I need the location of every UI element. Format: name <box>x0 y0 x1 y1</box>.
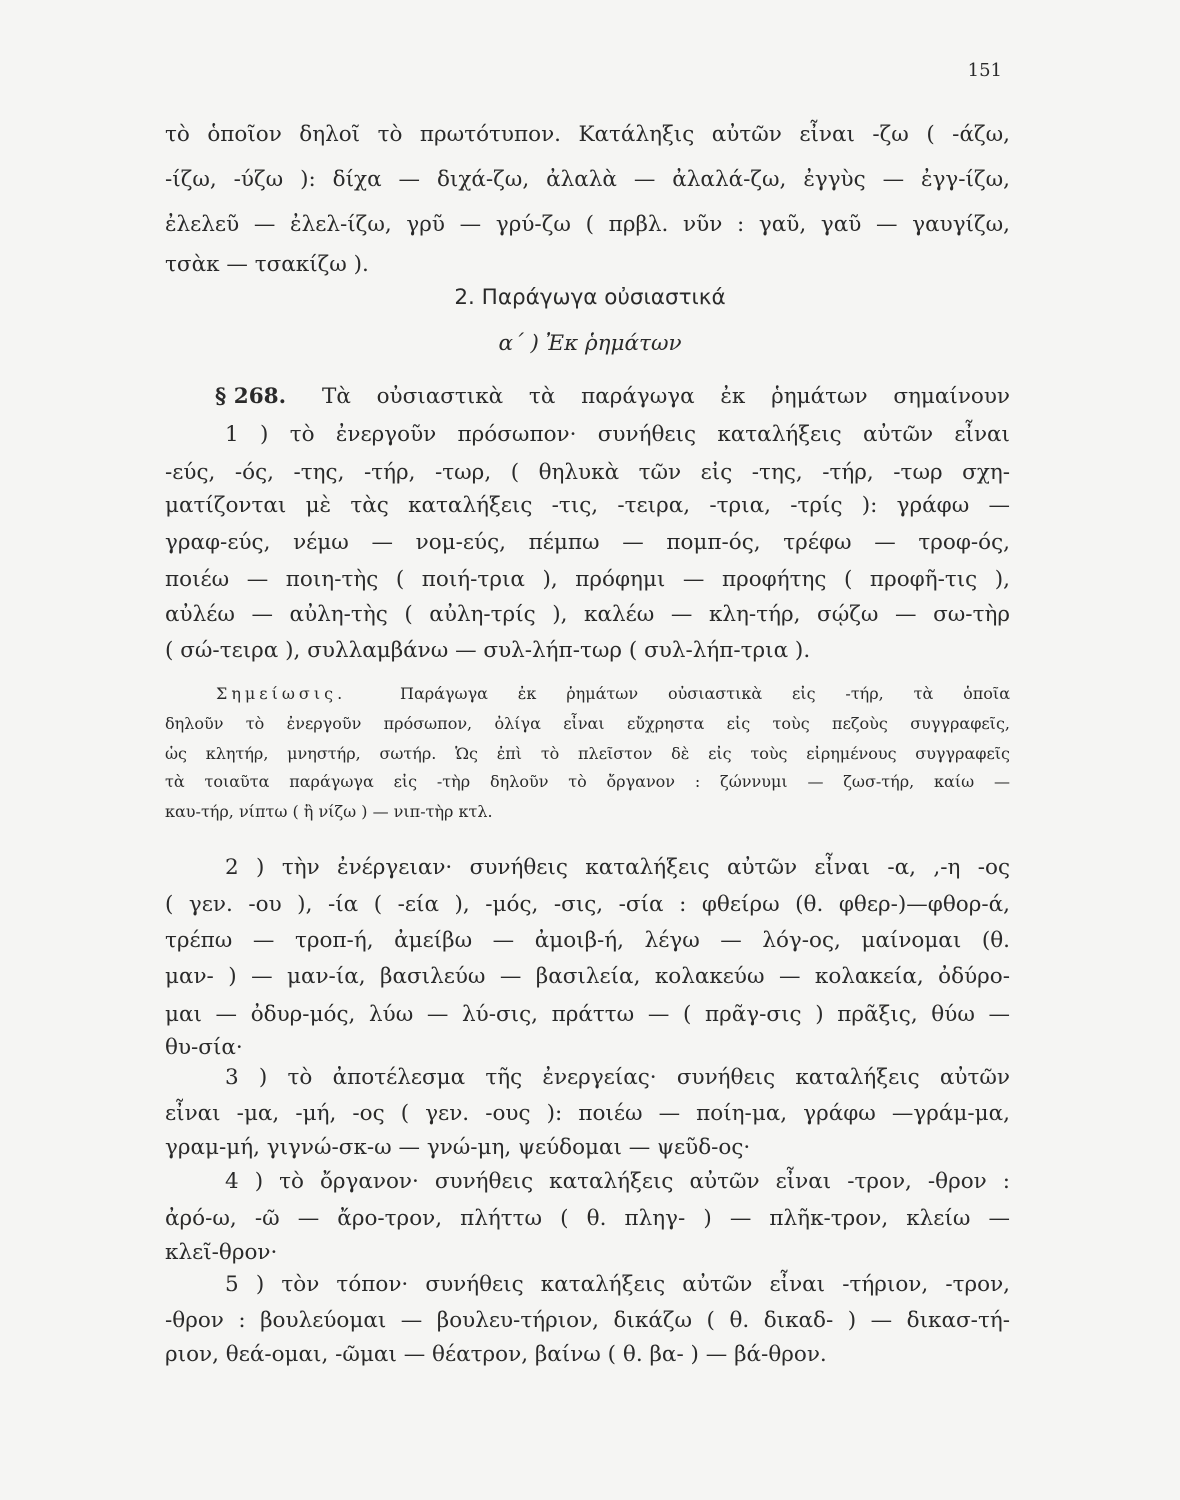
paragraph-line: γραφ-εύς, νέμω — νομ-εύς, πέμπω — πομπ-ός, τρέφω — τροφ-ός, <box>165 530 1010 555</box>
paragraph-line: αὐλέω — αὐλη-τὴς ( αὐλη-τρίς ), καλέω — κλη-τήρ, σῴζω — σω-τὴρ <box>165 602 1010 627</box>
paragraph-line: θυ-σία· <box>165 1035 243 1060</box>
subsection-heading: α΄ ) Ἐκ ῥημάτων <box>498 331 682 356</box>
note-label: Σημείωσις. <box>216 684 347 703</box>
paragraph-line: 1 ) τὸ ἐνεργοῦν πρόσωπον· συνήθεις καταλήξεις αὐτῶν εἶναι <box>225 422 1010 447</box>
paragraph-line: 4 ) τὸ ὄργανον· συνήθεις καταλήξεις αὐτῶν εἶναι -τρον, -θρον : <box>225 1169 1010 1194</box>
note-line: Παράγωγα ἐκ ῥημάτων οὐσιαστικὰ εἰς -τήρ, τὰ ὁποῖα <box>400 684 1010 703</box>
section-number: § 268. <box>215 384 287 409</box>
paragraph-line: 3 ) τὸ ἀποτέλεσμα τῆς ἐνεργείας· συνήθεις καταλήξεις αὐτῶν <box>225 1065 1010 1090</box>
paragraph-line: τὸ ὁποῖον δηλοῖ τὸ πρωτότυπον. Κατάληξις αὐτῶν εἶναι -ζω ( -άζω, <box>165 122 1010 147</box>
paragraph-line: μαν- ) — μαν-ία, βασιλεύω — βασιλεία, κολακεύω — κολακεία, ὀδύρο- <box>165 964 1010 989</box>
paragraph-line: -εύς, -ός, -της, -τήρ, -τωρ, ( θηλυκὰ τῶν εἰς -της, -τήρ, -τωρ σχη- <box>165 460 1010 485</box>
paragraph-line: ματίζονται μὲ τὰς καταλήξεις -τις, -τειρα, -τρια, -τρίς ): γράφω — <box>165 493 1010 518</box>
paragraph-line: ἀρό-ω, -ῶ — ἄρο-τρον, πλήττω ( θ. πληγ- ) — πλῆκ-τρον, κλείω — <box>165 1206 1010 1231</box>
paragraph-line: ποιέω — ποιη-τὴς ( ποιή-τρια ), πρόφημι — προφήτης ( προφῆ-τις ), <box>165 567 1010 592</box>
note-line: τὰ τοιαῦτα παράγωγα εἰς -τὴρ δηλοῦν τὸ ὄργανον : ζώννυμι — ζωσ-τήρ, καίω — <box>165 772 1010 791</box>
paragraph-line: -ίζω, -ύζω ): δίχα — διχά-ζω, ἀλαλὰ — ἀλαλά-ζω, ἐγγὺς — ἐγγ-ίζω, <box>165 167 1010 192</box>
paragraph-line: Τὰ οὐσιαστικὰ τὰ παράγωγα ἐκ ῥημάτων σημαίνουν <box>322 384 1010 409</box>
note-line: καυ-τήρ, νίπτω ( ἢ νίζω ) — νιπ-τὴρ κτλ. <box>165 802 493 821</box>
page-number: 151 <box>967 60 1002 81</box>
paragraph-line: εἶναι -μα, -μή, -ος ( γεν. -ους ): ποιέω — ποίη-μα, γράφω —γράμ-μα, <box>165 1101 1010 1126</box>
note-line: ὡς κλητήρ, μνηστήρ, σωτήρ. Ὡς ἐπὶ τὸ πλεῖστον δὲ εἰς τοὺς εἰρημένους συγγραφεῖς <box>165 744 1010 763</box>
paragraph-line: ριον, θεά-ομαι, -ῶμαι — θέατρον, βαίνω ( θ. βα- ) — βά-θρον. <box>165 1342 827 1367</box>
paragraph-line: -θρον : βουλεύομαι — βουλευ-τήριον, δικάζω ( θ. δικαδ- ) — δικασ-τή- <box>165 1308 1010 1333</box>
section-heading: 2. Παράγωγα οὐσιαστικά <box>454 285 726 310</box>
paragraph-line: κλεῖ-θρον· <box>165 1240 278 1265</box>
paragraph-line: τσὰκ — τσακίζω ). <box>165 252 369 277</box>
note-line: δηλοῦν τὸ ἐνεργοῦν πρόσωπον, ὀλίγα εἶναι εὔχρηστα εἰς τοὺς πεζοὺς συγγραφεῖς, <box>165 714 1010 733</box>
paragraph-line: μαι — ὀδυρ-μός, λύω — λύ-σις, πράττω — ( πρᾶγ-σις ) πρᾶξις, θύω — <box>165 1002 1010 1027</box>
paragraph-line: γραμ-μή, γιγνώ-σκ-ω — γνώ-μη, ψεύδομαι — ψεῦδ-ος· <box>165 1135 751 1160</box>
paragraph-line: ( σώ-τειρα ), συλλαμβάνω — συλ-λήπ-τωρ ( συλ-λήπ-τρια ). <box>165 638 811 663</box>
paragraph-line: ( γεν. -ου ), -ία ( -εία ), -μός, -σις, -σία : φθείρω (θ. φθερ-)—φθορ-ά, <box>165 892 1010 917</box>
paragraph-line: τρέπω — τροπ-ή, ἀμείβω — ἀμοιβ-ή, λέγω — λόγ-ος, μαίνομαι (θ. <box>165 928 1010 953</box>
paragraph-line: ἐλελεῦ — ἐλελ-ίζω, γρῦ — γρύ-ζω ( πρβλ. νῦν : γαῦ, γαῦ — γαυγίζω, <box>165 212 1010 237</box>
paragraph-line: 5 ) τὸν τόπον· συνήθεις καταλήξεις αὐτῶν εἶναι -τήριον, -τρον, <box>225 1272 1010 1297</box>
paragraph-line: 2 ) τὴν ἐνέργειαν· συνήθεις καταλήξεις αὐτῶν εἶναι -α, ,-η -ος <box>225 855 1010 880</box>
